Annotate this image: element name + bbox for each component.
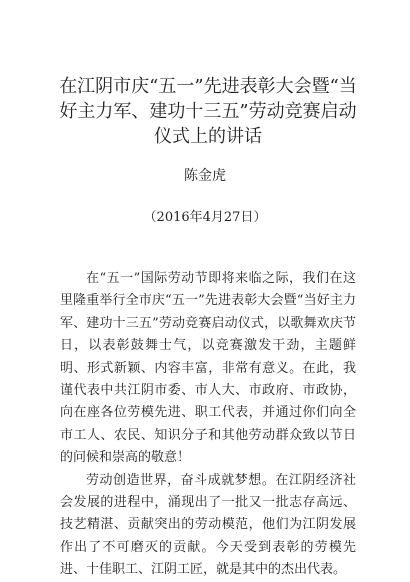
speech-body — [60, 268, 356, 582]
speaker-name: 陈金虎 — [184, 168, 226, 184]
paragraph-2: 劳动创造世界，奋斗成就梦想。在江阴经济社会发展的进程中，涌现出了一批又一批志存高远、技艺精湛、贡献突出的劳动模范，他们为江阴发展作出了不可磨灭的贡献。今天受到表彰的劳模先进、十佳职工、江阴工匠，就是其中的杰出代表。 — [60, 472, 356, 578]
paragraph-1: 在“五一”国际劳动节即将来临之际，我们在这里隆重举行全市庆“五一”先进表彰大会暨“当好主力军、建功十三五”劳动竞赛启动仪式，以歌舞欢庆节日，以表彰鼓舞士气，以竞赛激发干劲，主题鲜明、形式新颖、内容丰富，非常有意义。在此，我谨代表中共江阴市委、市人大、市政府、市政协，向在座各位劳模先进、职工代表，并通过你们向全市工人、农民、知识分子和其他劳动群众致以节日的问候和崇高的敬意！ — [60, 271, 356, 466]
speech-title: 在江阴市庆“五一”先进表彰大会暨“当好主力军、建功十三五”劳动竞赛启动仪式上的讲话 — [59, 76, 357, 147]
speech-date: （2016年4月27日） — [143, 210, 267, 225]
